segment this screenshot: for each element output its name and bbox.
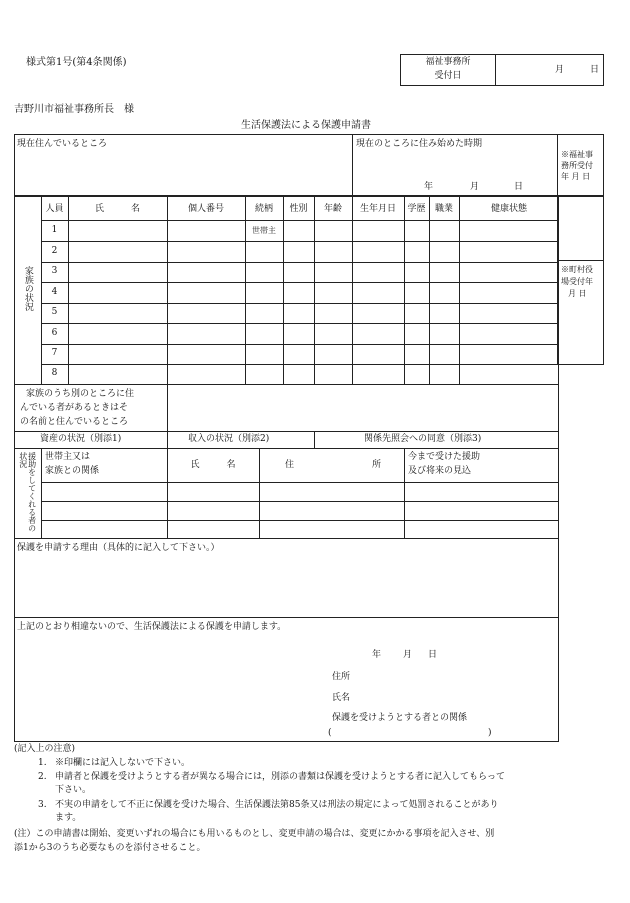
divider bbox=[167, 384, 168, 432]
inquiry-consent: 関係先照会への同意（別添3) bbox=[364, 434, 482, 444]
page-title: 生活保護法による保護申請書 bbox=[241, 120, 371, 131]
town-received-note: 月 日 bbox=[568, 289, 587, 298]
divider bbox=[352, 196, 353, 385]
sign-day: 日 bbox=[428, 650, 438, 660]
header-personal-number: 個人番号 bbox=[187, 204, 224, 214]
applicant-address-label: 住所 bbox=[332, 672, 351, 682]
row-number: 4 bbox=[51, 287, 58, 297]
note-3: ます。 bbox=[55, 813, 82, 823]
welfare-received-note: 務所受付 bbox=[561, 161, 593, 170]
reason-label: 保護を申請する理由（具体的に記入して下さい。） bbox=[17, 543, 220, 553]
row-number: 1 bbox=[51, 225, 58, 235]
note-2: 申請者と保護を受けようとする者が異なる場合には，別添の書類は保護を受けようとする者に記入してもらって bbox=[55, 772, 506, 782]
support-history-header: 及び将来の見込 bbox=[408, 466, 472, 476]
sign-year: 年 bbox=[372, 650, 382, 660]
row-number: 8 bbox=[51, 368, 58, 378]
row-number: 5 bbox=[51, 307, 58, 317]
divider bbox=[167, 431, 168, 449]
separate-note: 家族のうち別のところに住 bbox=[26, 389, 135, 399]
divider bbox=[429, 196, 430, 385]
divider bbox=[167, 196, 168, 385]
support-name-header: 氏 名 bbox=[190, 460, 236, 470]
divider bbox=[41, 220, 559, 221]
divider bbox=[41, 282, 559, 283]
paren-open: ( bbox=[328, 728, 332, 738]
declaration-text: 上記のとおり相違ないので、生活保護法による保護を申請します。 bbox=[17, 622, 287, 632]
header-sex: 性別 bbox=[289, 204, 308, 214]
divider bbox=[557, 134, 558, 196]
header-occupation: 職業 bbox=[434, 204, 453, 214]
divider bbox=[41, 303, 559, 304]
divider bbox=[41, 323, 559, 324]
header-name: 氏 名 bbox=[94, 204, 140, 214]
separate-note: んでいる者があるときはそ bbox=[20, 403, 129, 413]
note-2: 下さい。 bbox=[55, 785, 92, 795]
head-of-household: 世帯主 bbox=[252, 226, 276, 235]
family-table bbox=[14, 196, 559, 385]
header-relation: 続柄 bbox=[254, 204, 273, 214]
support-address-header: 住 bbox=[285, 460, 295, 470]
divider bbox=[404, 196, 405, 385]
since-day: 日 bbox=[514, 182, 524, 192]
divider bbox=[41, 241, 559, 242]
applicant-name-label: 氏名 bbox=[332, 693, 351, 703]
welfare-received-note: 年 月 日 bbox=[561, 172, 591, 181]
divider bbox=[41, 501, 559, 502]
paren-close: ) bbox=[488, 728, 492, 738]
divider bbox=[41, 520, 559, 521]
divider bbox=[314, 196, 315, 385]
current-address-label: 現在住んでいるところ bbox=[17, 139, 108, 149]
divider bbox=[41, 448, 42, 539]
divider bbox=[41, 482, 559, 483]
sign-month: 月 bbox=[403, 650, 413, 660]
support-history-header: 今まで受けた援助 bbox=[408, 452, 481, 462]
divider bbox=[314, 431, 315, 449]
note-1: ※印欄には記入しないで下さい。 bbox=[55, 758, 191, 768]
divider bbox=[352, 134, 353, 196]
header-age: 年齢 bbox=[323, 204, 342, 214]
divider bbox=[404, 448, 405, 539]
support-address-header: 所 bbox=[372, 460, 382, 470]
income-status: 収入の状況（別添2) bbox=[188, 434, 270, 444]
divider bbox=[459, 196, 460, 385]
header-birthdate: 生年月日 bbox=[359, 204, 396, 214]
row-number: 6 bbox=[51, 328, 58, 338]
received-day: 日 bbox=[590, 65, 600, 75]
divider bbox=[68, 196, 69, 385]
divider bbox=[245, 196, 246, 385]
divider bbox=[283, 196, 284, 385]
note-number: 1. bbox=[38, 758, 47, 768]
notes-heading: (記入上の注意) bbox=[14, 744, 76, 754]
divider bbox=[41, 364, 559, 365]
divider bbox=[41, 262, 559, 263]
town-received-note: ※町村役 bbox=[561, 265, 593, 274]
header-education: 学歴 bbox=[407, 204, 426, 214]
support-section-label: 援助をしてくれる者の状況 bbox=[18, 452, 37, 532]
divider bbox=[495, 54, 496, 86]
row-number: 7 bbox=[51, 348, 58, 358]
divider bbox=[41, 344, 559, 345]
divider bbox=[259, 448, 260, 539]
row-number: 3 bbox=[51, 266, 58, 276]
row-number: 2 bbox=[51, 246, 58, 256]
since-year: 年 bbox=[424, 182, 434, 192]
divider bbox=[557, 260, 604, 261]
header-members: 人員 bbox=[45, 204, 64, 214]
note-3: 不実の申請をして不正に保護を受けた場合、生活保護法第85条又は刑法の規定によって処罰されることがあり bbox=[55, 800, 499, 810]
welfare-received-note: ※福祉事 bbox=[561, 150, 593, 159]
note-number: 3. bbox=[38, 800, 47, 810]
received-date-label: 受付日 bbox=[434, 71, 462, 81]
family-section-label: 家族の状況 bbox=[22, 266, 33, 311]
support-relation-header: 世帯主又は bbox=[45, 452, 91, 462]
support-relation-header: 家族との関係 bbox=[45, 466, 100, 476]
footnote: 添1から3のうち必要なものを添付させること。 bbox=[14, 843, 206, 853]
note-number: 2. bbox=[38, 772, 47, 782]
header-health: 健康状態 bbox=[490, 204, 527, 214]
since-month: 月 bbox=[470, 182, 480, 192]
declaration-block bbox=[14, 617, 559, 742]
town-received-note: 場受付年 bbox=[561, 277, 593, 286]
residence-since-label: 現在のところに住み始めた時期 bbox=[356, 139, 483, 149]
received-month: 月 bbox=[555, 65, 565, 75]
form-number: 様式第1号(第4条関係) bbox=[26, 57, 127, 68]
welfare-office-label: 福祉事務所 bbox=[425, 57, 471, 67]
assets-status: 資産の状況（別添1) bbox=[40, 434, 122, 444]
applicant-relation-label: 保護を受けようとする者との関係 bbox=[332, 713, 468, 723]
addressee: 吉野川市福祉事務所長 様 bbox=[14, 104, 134, 115]
footnote: (注）この申請書は開始、変更いずれの場合にも用いるものとし、変更申請の場合は、変更にかかる事項を記入させ、別 bbox=[14, 829, 495, 839]
separate-note: の名前と住んでいるところ bbox=[20, 417, 129, 427]
